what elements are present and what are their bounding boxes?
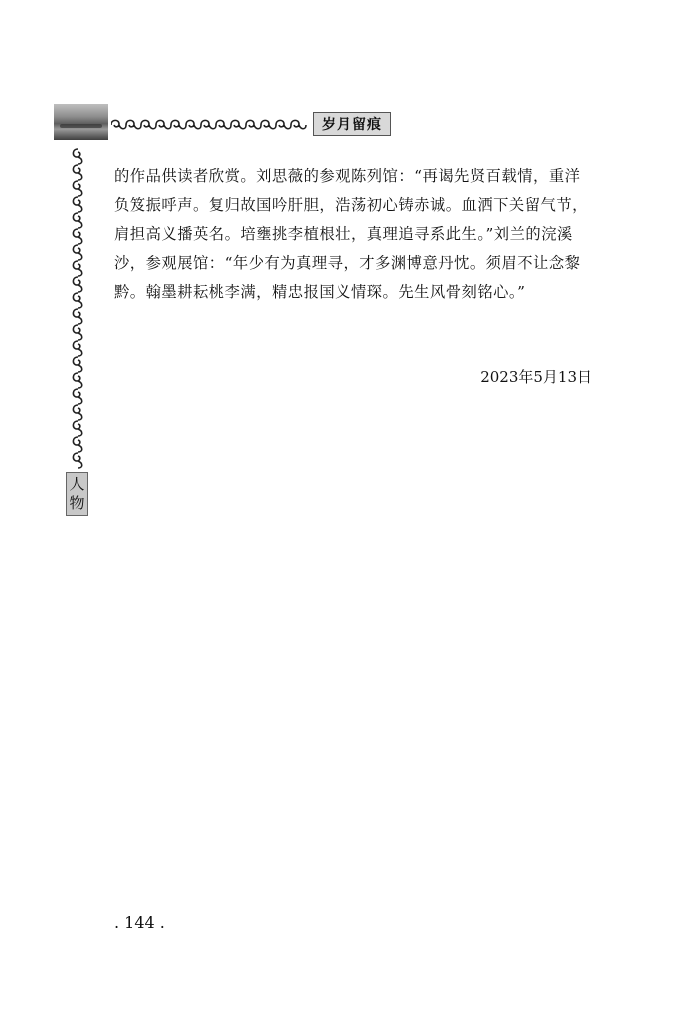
category-label xyxy=(66,472,88,516)
article-date: 2023年5月13日 xyxy=(480,368,592,386)
article-body: 的作品供读者欣赏。刘思薇的参观陈列馆：“再谒先贤百载情，重洋负笈振呼声。复归故国吟肝胆，浩荡初心铸赤诚。血洒下关留气节，肩担高义播英名。培壅挑李植根壮，真理追寻系此生。”刘兰的浣溪沙，参观展馆：“年少有为真理寻，才多渊博意丹忱。须眉不让念黎黔。翰墨耕耘桃李满，精忠报国义情琛。先生风骨刻铭心。” xyxy=(114,167,588,301)
category-label-char-2: 物 xyxy=(69,494,85,512)
category-label-char-1: 人 xyxy=(69,475,85,493)
vertical-scroll-ornament xyxy=(70,148,86,470)
page-number: . 144 . xyxy=(114,913,165,932)
section-title: 岁月留痕 xyxy=(313,112,391,136)
header-scroll-ornament xyxy=(111,118,311,132)
header-landscape-photo xyxy=(54,104,108,140)
